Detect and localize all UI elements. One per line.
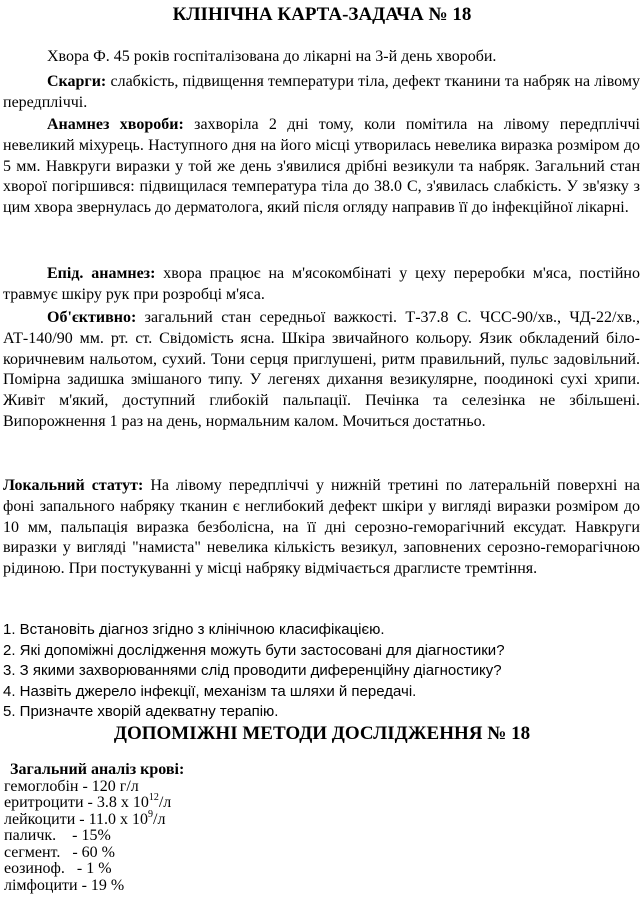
question-item: 3. З якими захворюваннями слід проводити диференційну діагностику? — [3, 662, 502, 680]
blood-analysis-heading: Загальний аналіз крові: — [10, 761, 185, 778]
epid-paragraph — [3, 264, 640, 306]
objective-label: Об'єктивно: — [47, 309, 137, 326]
complaints-label: Скарги: — [47, 73, 107, 90]
blood-analysis-list — [4, 761, 185, 894]
complaints-paragraph — [3, 72, 640, 114]
question-item: 1. Встановіть діагноз згідно з клінічною класифікацією. — [3, 621, 385, 638]
epid-label: Епід. анамнез: — [47, 265, 156, 282]
local-status-text: На лівому передпліччі у нижній третині по латеральній поверхні на фоні запального набряку тканин є неглибокий дефект шкіри у вигляді виразки розміром до 10 мм, пальпація виразка безболісна, на її дні серозно-геморагічний ексудат. Навкруги виразки у вигляді "намиста" невелика кількість везикул, заповнених серозно-геморагічною рідиною. При постукуванні у місці набряку відмічається драглисте тремтіння. — [3, 477, 640, 578]
local-status-paragraph — [3, 476, 640, 580]
hemoglobin-value: гемоглобін - 120 г/л — [4, 777, 139, 795]
anamnesis-text: захворіла 2 дні тому, коли помітила на лівому передпліччі невеликий міхурець. Наступного дня на його місці утворилась невелика виразка розміром до 5 мм. Навкруги виразки у той же день з'явилися дрібні везикули та набряк. Загальний стан хворої погіршився: підвищилася температура тіла до 38.0 С, з'явилась слабкість. У зв'язку з цим хвора звернулась до дерматолога, який після огляду направив її до інфекційної лікарні. — [3, 116, 640, 217]
anamnesis-paragraph — [3, 115, 640, 219]
objective-text: загальний стан середньої важкості. Т-37.8 С. ЧСС-90/хв., ЧД-22/хв., АТ-140/90 мм. рт. ст. Свідомість ясна. Шкіра звичайного кольору. Язик обкладений біло-коричневим нальотом, сухий. Тони серця приглушені, ритм правильний, пульс задовільний. Помірна задишка змішаного типу. У легенях дихання везикулярне, поодинокі сухі хрипи. Живіт м'який, доступний глибокій пальпації. Печінка та селезінка не збільшені. Випорожнення 1 раз на день, нормальним калом. Мочиться достатньо. — [3, 309, 640, 430]
epid-text: хвора працює на м'ясокомбінаті у цеху переробки м'яса, постійно травмує шкіру рук при розробці м'яса. — [3, 265, 640, 303]
eosinophils-value: еозиноф. - 1 % — [4, 860, 112, 877]
erythrocytes-exponent: 12 — [148, 792, 159, 803]
methods-title: ДОПОМІЖНІ МЕТОДИ ДОСЛІДЖЕННЯ № 18 — [113, 723, 531, 744]
questions-list — [3, 620, 640, 723]
objective-paragraph — [3, 308, 640, 433]
complaints-text: слабкість, підвищення температури тіла, дефект тканини та набряк на лівому передпліччі. — [3, 73, 640, 111]
question-item: 4. Назвіть джерело інфекції, механізм та шляхи й передачі. — [3, 682, 417, 700]
segmented-neutrophils-value: сегмент. - 60 % — [4, 843, 115, 861]
erythrocytes-unit: /л — [158, 794, 172, 811]
question-item: 5. Призначте хворій адекватну терапію. — [3, 703, 279, 721]
band-neutrophils-value: паличк. - 15% — [4, 827, 111, 844]
local-status-label: Локальний статут: — [3, 477, 144, 494]
anamnesis-label: Анамнез хвороби: — [47, 116, 184, 133]
intro-paragraph — [3, 47, 640, 68]
leukocytes-unit: /л — [153, 810, 166, 828]
leukocytes-value — [4, 808, 178, 829]
question-item: 2. Які допоміжні дослідження можуть бути застосовані для діагностики? — [3, 641, 505, 659]
page-title: КЛІНІЧНА КАРТА-ЗАДАЧА № 18 — [172, 4, 472, 25]
leukocytes-prefix: лейкоцити - 11.0 х 10 — [4, 810, 149, 828]
leukocytes-exponent: 9 — [148, 808, 154, 820]
erythrocytes-prefix: еритроцити - 3.8 х 10 — [4, 794, 149, 811]
intro-text: Хвора Ф. 45 років госпіталізована до лікарні на 3-й день хвороби. — [47, 48, 497, 65]
lymphocytes-value: лімфоцити - 19 % — [4, 876, 125, 894]
